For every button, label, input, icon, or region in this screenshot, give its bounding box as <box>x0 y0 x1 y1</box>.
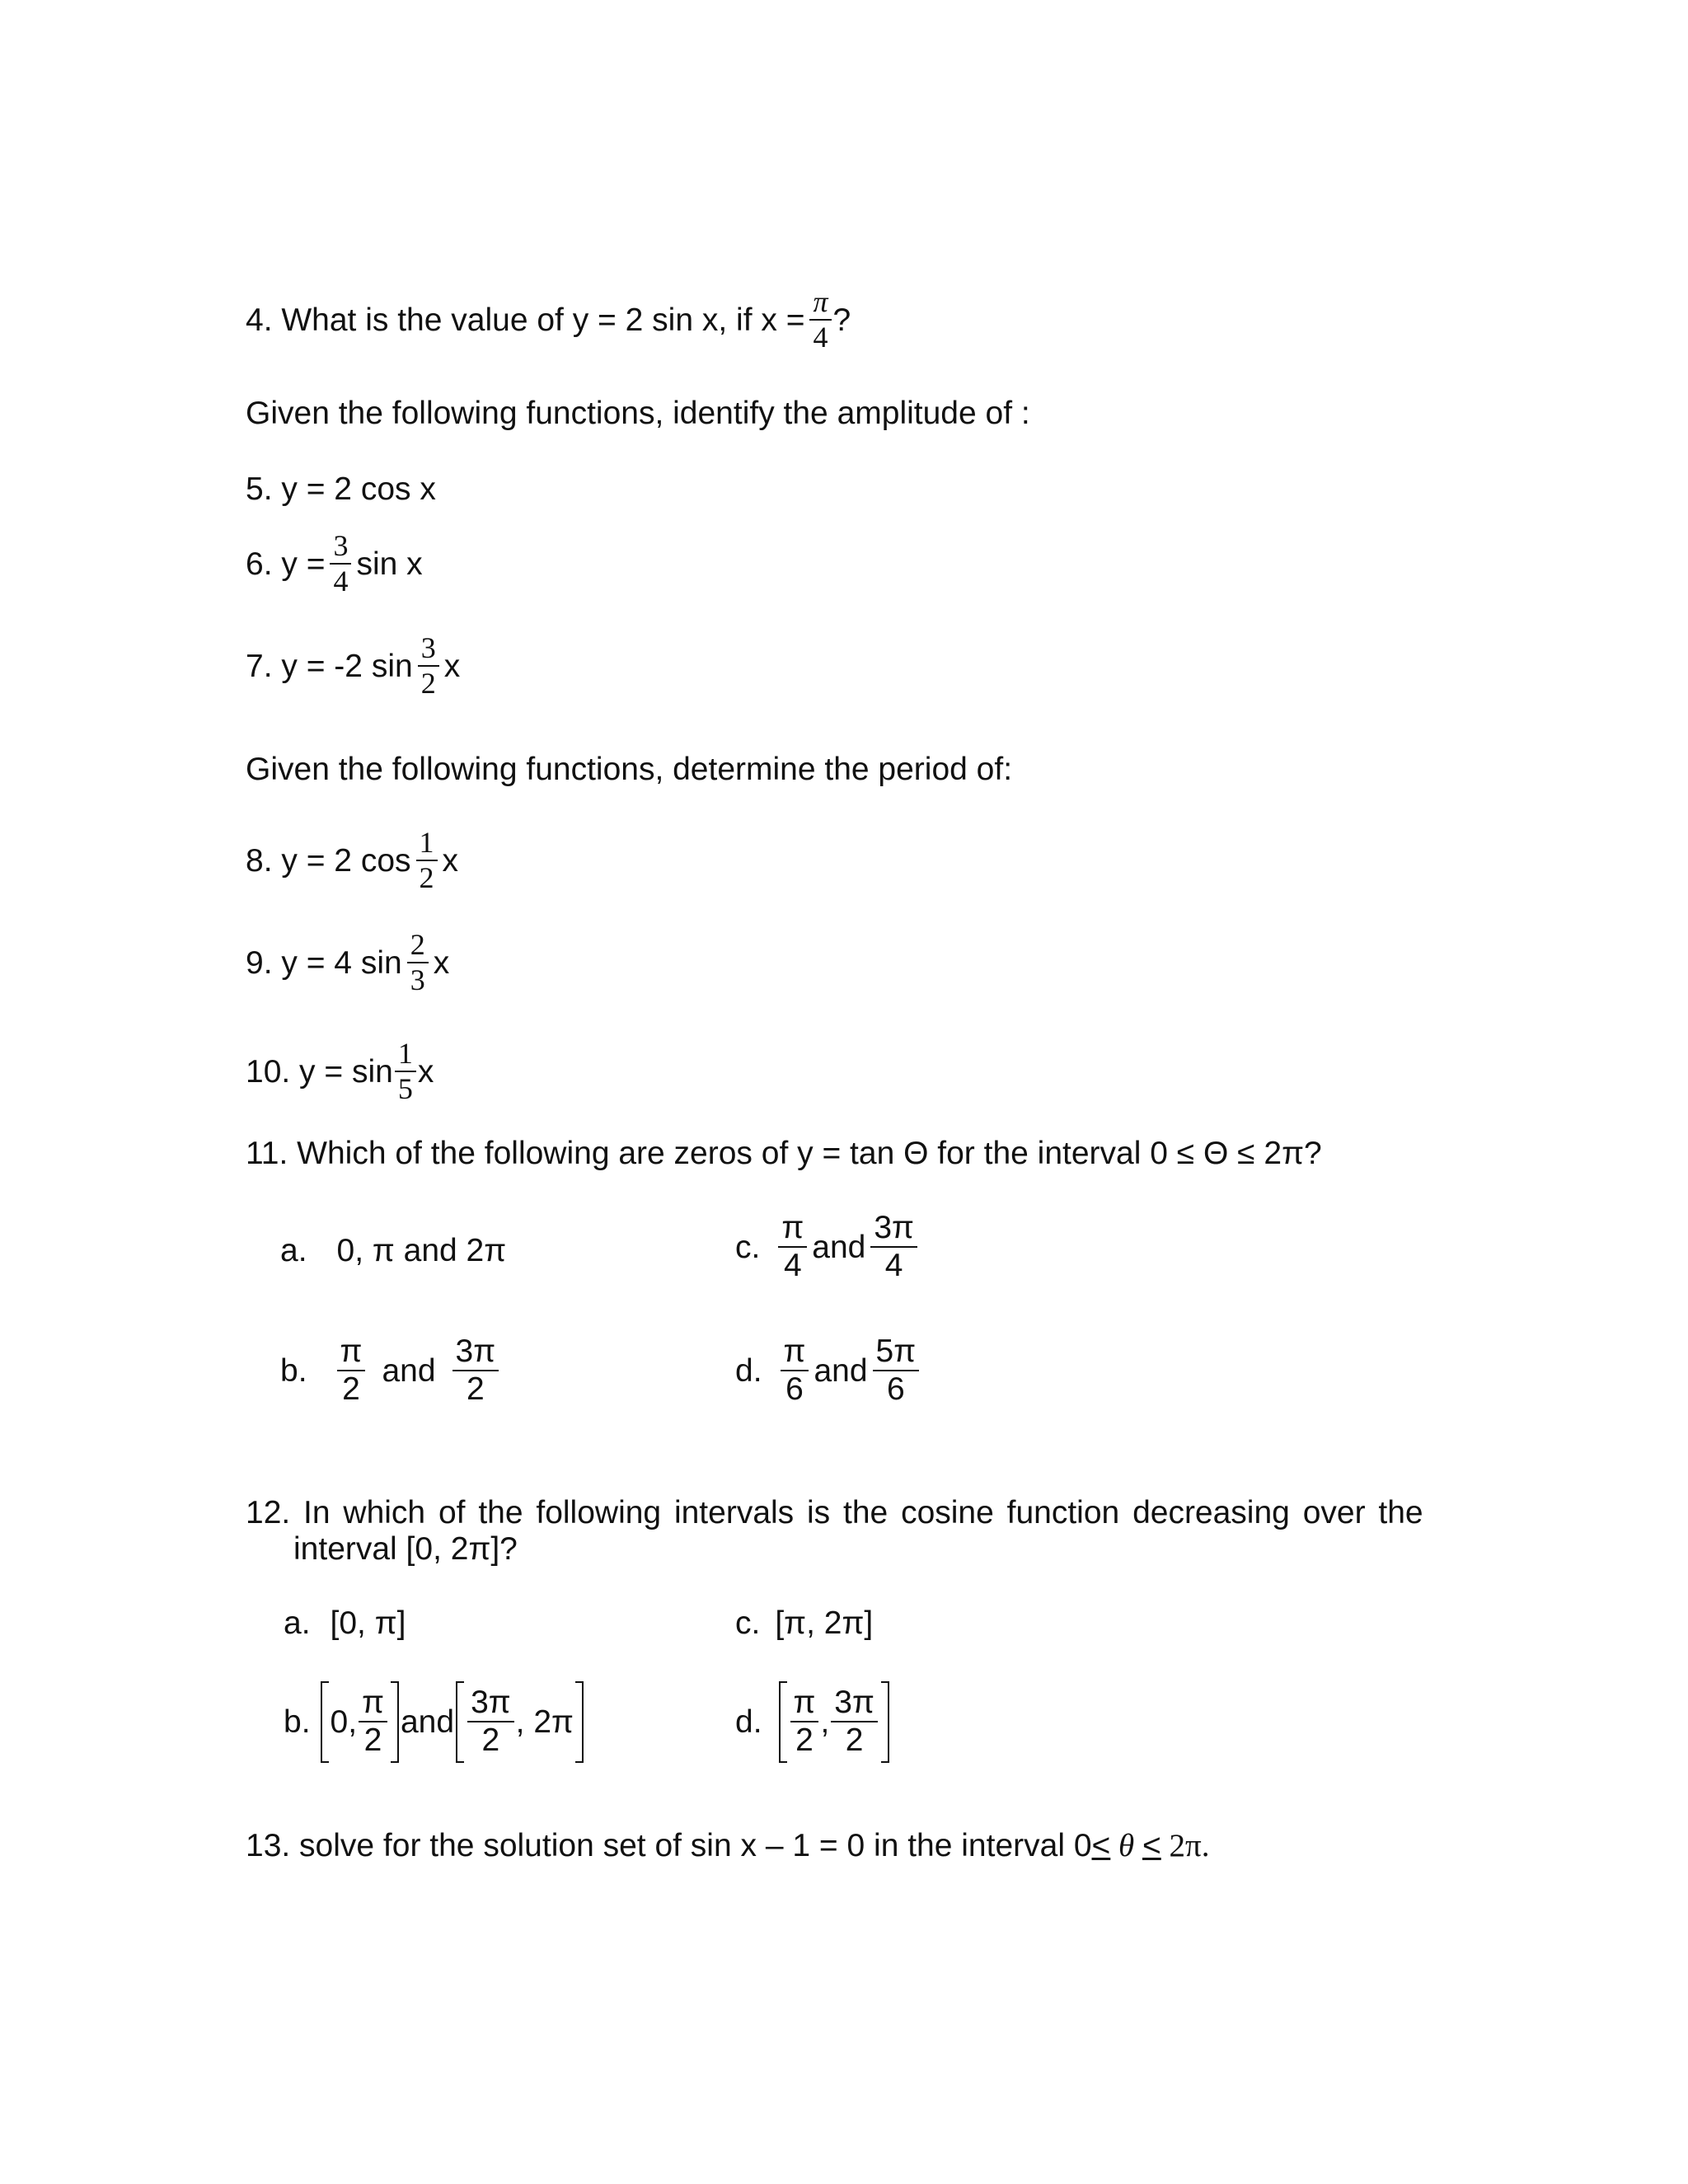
fraction-numerator: π <box>337 1335 366 1371</box>
interval-fraction <box>359 1686 387 1758</box>
interval-fraction <box>467 1686 514 1758</box>
question-10-fraction <box>395 1038 416 1105</box>
fraction-denominator: 3 <box>410 963 425 996</box>
question-9-prefix: 9. y = 4 sin <box>246 944 402 981</box>
fraction-numerator: 5π <box>873 1335 920 1371</box>
bracket-gap <box>464 1680 575 1684</box>
fraction-denominator: 4 <box>333 564 349 598</box>
bracket-gap <box>787 1680 881 1684</box>
fraction-denominator: 4 <box>884 1247 903 1283</box>
interval-bracket <box>779 1681 889 1763</box>
fraction-denominator: 2 <box>466 1371 485 1407</box>
option-and: and <box>812 1229 866 1265</box>
option-label: d. <box>735 1352 762 1389</box>
less-or-equal-symbol: < <box>1091 1828 1111 1864</box>
fraction-numerator: 1 <box>416 827 438 861</box>
question-8-prefix: 8. y = 2 cos <box>246 842 411 879</box>
option-d-fraction-1 <box>781 1335 809 1407</box>
option-and: and <box>382 1352 436 1389</box>
question-13-text: 13. solve for the solution set of sin x – 1 = 0 in the interval 0 <box>246 1828 1092 1864</box>
question-10-suffix: x <box>417 1053 434 1090</box>
question-12-option-c <box>735 1605 874 1642</box>
question-10-prefix: 10. y = sin <box>246 1053 393 1090</box>
fraction-numerator: π <box>790 1686 819 1722</box>
interval-bracket-2 <box>456 1681 584 1763</box>
fraction-denominator: 2 <box>481 1722 500 1758</box>
question-10 <box>246 1038 434 1105</box>
option-label: c. <box>735 1605 761 1642</box>
option-label: d. <box>735 1704 762 1740</box>
option-label: b. <box>284 1704 311 1740</box>
bracket-gap <box>329 1680 391 1684</box>
fraction-numerator: 3 <box>418 633 439 667</box>
question-4 <box>246 287 851 354</box>
interval-fraction <box>831 1686 878 1758</box>
question-8-suffix: x <box>442 842 459 879</box>
option-b-fraction-1 <box>337 1335 366 1407</box>
interval-fraction <box>790 1686 819 1758</box>
question-13-end: 2π. <box>1160 1828 1210 1864</box>
question-7 <box>246 633 460 700</box>
interval-bracket-1 <box>321 1681 399 1763</box>
bracket-gap <box>329 1760 391 1764</box>
question-11-option-c <box>735 1212 922 1283</box>
fraction-denominator: 2 <box>795 1722 814 1758</box>
question-11-option-a <box>280 1233 506 1267</box>
question-4-fraction <box>809 287 831 354</box>
question-12-line-1: 12. In which of the following intervals is the cosine function decreasing over the <box>246 1495 1423 1530</box>
question-7-suffix: x <box>443 648 461 684</box>
option-label: b. <box>280 1352 307 1389</box>
question-13 <box>246 1828 1209 1862</box>
interval-zero: 0, <box>330 1704 358 1740</box>
option-label: c. <box>735 1229 761 1265</box>
fraction-denominator: 5 <box>397 1071 413 1105</box>
fraction-numerator: π <box>781 1335 809 1371</box>
question-4-text: 4. What is the value of y = 2 sin x, if x = <box>246 302 805 338</box>
period-prompt: Given the following functions, determine the period of: <box>246 752 1013 787</box>
interval-tail: , 2π <box>515 1704 574 1740</box>
question-11-option-d <box>735 1335 924 1407</box>
fraction-numerator: 2 <box>407 930 429 963</box>
question-8-fraction <box>416 827 438 894</box>
fraction-denominator: 2 <box>419 860 434 894</box>
option-and: and <box>400 1704 455 1740</box>
question-4-end: ? <box>832 302 851 338</box>
option-and: and <box>814 1352 868 1389</box>
fraction-numerator: π <box>359 1686 387 1722</box>
bracket-gap <box>464 1760 575 1764</box>
fraction-numerator: 3π <box>870 1212 917 1248</box>
question-5: 5. y = 2 cos x <box>246 471 436 507</box>
option-label: a. <box>280 1233 307 1269</box>
fraction-numerator: 3π <box>452 1335 499 1371</box>
option-text: [π, 2π] <box>775 1605 874 1642</box>
question-6-fraction <box>330 531 351 598</box>
fraction-numerator: π <box>778 1212 807 1248</box>
question-12-option-a <box>284 1605 406 1642</box>
fraction-denominator: 2 <box>342 1371 360 1407</box>
fraction-numerator: π <box>809 287 831 321</box>
fraction-numerator: 3 <box>330 531 351 565</box>
fraction-denominator: 4 <box>813 320 828 354</box>
question-6 <box>246 531 423 598</box>
option-c-fraction-2 <box>870 1212 917 1283</box>
less-or-equal-symbol: < <box>1142 1828 1161 1864</box>
question-12-option-d <box>735 1681 889 1763</box>
question-7-fraction <box>418 633 439 700</box>
bracket-gap <box>787 1760 881 1764</box>
question-6-prefix: 6. y = <box>246 546 326 582</box>
option-b-fraction-2 <box>452 1335 499 1407</box>
fraction-numerator: 1 <box>395 1038 416 1072</box>
question-11-option-b <box>280 1335 504 1407</box>
question-8 <box>246 827 458 894</box>
fraction-denominator: 2 <box>363 1722 382 1758</box>
question-12-line-2: interval [0, 2π]? <box>293 1531 518 1567</box>
option-text: [0, π] <box>330 1605 406 1642</box>
fraction-denominator: 6 <box>785 1371 804 1407</box>
fraction-denominator: 6 <box>886 1371 905 1407</box>
question-9-suffix: x <box>433 944 450 981</box>
question-11: 11. Which of the following are zeros of y = tan Θ for the interval 0 ≤ Θ ≤ 2π? <box>246 1136 1322 1171</box>
fraction-numerator: 3π <box>467 1686 514 1722</box>
fraction-denominator: 2 <box>420 666 436 700</box>
interval-comma: , <box>820 1704 830 1740</box>
question-9 <box>246 930 449 996</box>
amplitude-prompt: Given the following functions, identify the amplitude of : <box>246 396 1030 431</box>
option-text: 0, π and 2π <box>336 1233 507 1269</box>
question-6-suffix: sin x <box>356 546 423 582</box>
fraction-denominator: 4 <box>783 1247 802 1283</box>
theta-symbol: θ <box>1110 1828 1142 1864</box>
option-d-fraction-2 <box>873 1335 920 1407</box>
option-label: a. <box>284 1605 311 1642</box>
question-9-fraction <box>407 930 429 996</box>
fraction-denominator: 2 <box>845 1722 864 1758</box>
question-12-option-b <box>284 1681 584 1763</box>
question-7-prefix: 7. y = -2 sin <box>246 648 413 684</box>
option-c-fraction-1 <box>778 1212 807 1283</box>
fraction-numerator: 3π <box>831 1686 878 1722</box>
